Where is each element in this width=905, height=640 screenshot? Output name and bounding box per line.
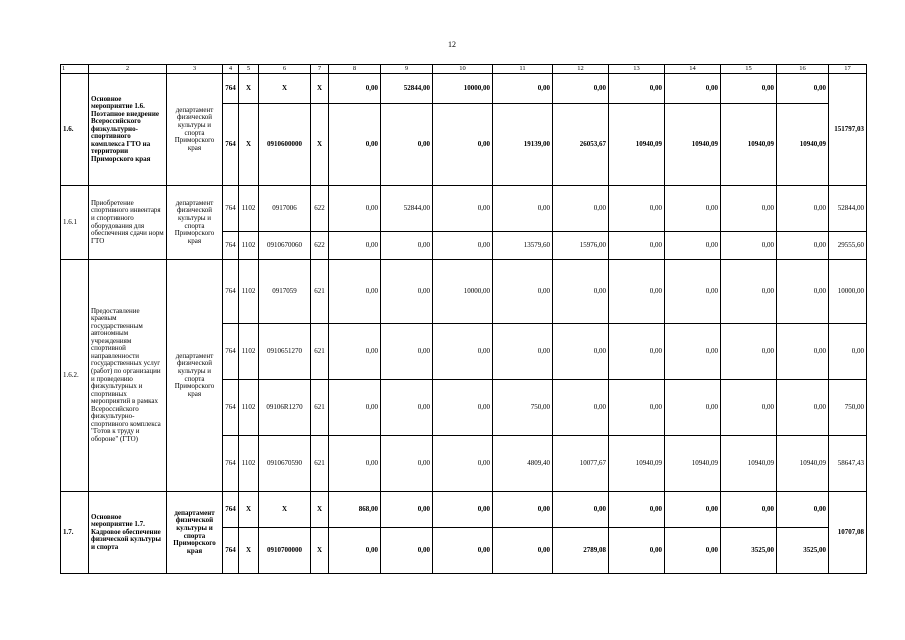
cell-c6: 0910651270 bbox=[259, 324, 311, 380]
cell-value: 0,00 bbox=[329, 186, 381, 232]
cell-c7: 622 bbox=[311, 232, 329, 260]
cell-value: 0,00 bbox=[329, 528, 381, 574]
cell-value: 0,00 bbox=[381, 260, 433, 324]
cell-total: 58647,43 bbox=[829, 436, 867, 492]
cell-c5: X bbox=[239, 104, 259, 186]
column-header: 17 bbox=[829, 65, 867, 74]
cell-c7: 621 bbox=[311, 380, 329, 436]
cell-value: 0,00 bbox=[493, 74, 553, 104]
cell-value: 0,00 bbox=[381, 436, 433, 492]
column-header: 16 bbox=[777, 65, 829, 74]
row-executor: департамент физической культуры и спорта Приморского края bbox=[167, 260, 223, 492]
row-id: 1.6. bbox=[61, 74, 89, 186]
column-header: 1 bbox=[61, 65, 89, 74]
cell-value: 0,00 bbox=[433, 380, 493, 436]
cell-value: 0,00 bbox=[381, 492, 433, 528]
cell-value: 0,00 bbox=[609, 380, 665, 436]
cell-value: 26053,67 bbox=[553, 104, 609, 186]
cell-value: 0,00 bbox=[381, 380, 433, 436]
cell-value: 0,00 bbox=[609, 232, 665, 260]
cell-value: 0,00 bbox=[609, 186, 665, 232]
table-row bbox=[61, 492, 867, 528]
cell-value: 0,00 bbox=[721, 492, 777, 528]
row-executor: департамент физической культуры и спорта Приморского края bbox=[167, 74, 223, 186]
column-number-row bbox=[61, 65, 867, 74]
cell-value: 0,00 bbox=[433, 232, 493, 260]
cell-value: 0,00 bbox=[777, 380, 829, 436]
row-name: Основное мероприятие 1.6. Поэтапное внедрение Всероссийского физкультурно-спортивного комплекса ГТО на территории Приморского края bbox=[89, 74, 167, 186]
cell-value: 0,00 bbox=[777, 74, 829, 104]
cell-value: 0,00 bbox=[665, 380, 721, 436]
cell-value: 0,00 bbox=[329, 74, 381, 104]
cell-value: 0,00 bbox=[329, 324, 381, 380]
column-header: 6 bbox=[259, 65, 311, 74]
cell-value: 0,00 bbox=[777, 492, 829, 528]
cell-c6: 0917006 bbox=[259, 186, 311, 232]
cell-c7: X bbox=[311, 74, 329, 104]
cell-value: 0,00 bbox=[609, 324, 665, 380]
cell-value: 0,00 bbox=[493, 528, 553, 574]
cell-value: 0,00 bbox=[609, 492, 665, 528]
column-header: 5 bbox=[239, 65, 259, 74]
column-header: 3 bbox=[167, 65, 223, 74]
cell-value: 0,00 bbox=[665, 528, 721, 574]
cell-c6: 09106R1270 bbox=[259, 380, 311, 436]
cell-value: 0,00 bbox=[381, 232, 433, 260]
cell-value: 0,00 bbox=[433, 186, 493, 232]
cell-value: 0,00 bbox=[777, 232, 829, 260]
cell-c4: 764 bbox=[223, 104, 239, 186]
cell-c4: 764 bbox=[223, 74, 239, 104]
cell-c5: 1102 bbox=[239, 232, 259, 260]
cell-c4: 764 bbox=[223, 380, 239, 436]
cell-value: 0,00 bbox=[433, 492, 493, 528]
cell-value: 0,00 bbox=[553, 380, 609, 436]
cell-value: 52844,00 bbox=[381, 74, 433, 104]
cell-c5: 1102 bbox=[239, 260, 259, 324]
cell-value: 0,00 bbox=[433, 104, 493, 186]
cell-c5: X bbox=[239, 74, 259, 104]
cell-value: 10940,09 bbox=[777, 104, 829, 186]
cell-total: 29555,60 bbox=[829, 232, 867, 260]
cell-c5: X bbox=[239, 528, 259, 574]
cell-c6: 0917059 bbox=[259, 260, 311, 324]
cell-value: 10940,09 bbox=[721, 436, 777, 492]
cell-c7: 621 bbox=[311, 260, 329, 324]
cell-c6: 0910670590 bbox=[259, 436, 311, 492]
cell-value: 15976,00 bbox=[553, 232, 609, 260]
budget-table bbox=[60, 64, 867, 574]
cell-value: 0,00 bbox=[493, 492, 553, 528]
cell-value: 10940,09 bbox=[609, 104, 665, 186]
page-number: 12 bbox=[448, 40, 456, 49]
cell-value: 0,00 bbox=[777, 186, 829, 232]
cell-value: 0,00 bbox=[329, 104, 381, 186]
column-header: 8 bbox=[329, 65, 381, 74]
cell-value: 0,00 bbox=[329, 380, 381, 436]
cell-value: 0,00 bbox=[777, 324, 829, 380]
cell-value: 2789,08 bbox=[553, 528, 609, 574]
column-header: 4 bbox=[223, 65, 239, 74]
cell-c5: 1102 bbox=[239, 436, 259, 492]
cell-value: 0,00 bbox=[721, 232, 777, 260]
cell-c4: 764 bbox=[223, 324, 239, 380]
cell-total: 0,00 bbox=[829, 324, 867, 380]
cell-value: 0,00 bbox=[381, 528, 433, 574]
cell-c5: 1102 bbox=[239, 324, 259, 380]
cell-c6: 0910700000 bbox=[259, 528, 311, 574]
cell-c5: 1102 bbox=[239, 380, 259, 436]
cell-c6: X bbox=[259, 492, 311, 528]
cell-value: 0,00 bbox=[433, 528, 493, 574]
cell-value: 0,00 bbox=[493, 324, 553, 380]
cell-value: 0,00 bbox=[553, 74, 609, 104]
cell-value: 868,00 bbox=[329, 492, 381, 528]
row-name: Предоставление краевым государственным автономным учреждениям спортивной направленности государственных услуг (работ) по организации и проведению физкультурных и спортивных мероприятий в рамках Всероссийского физкультурно-спортивного комплекса "Готов к труду и обороне" (ГТО) bbox=[89, 260, 167, 492]
column-header: 10 bbox=[433, 65, 493, 74]
cell-value: 19139,00 bbox=[493, 104, 553, 186]
cell-value: 0,00 bbox=[553, 492, 609, 528]
cell-c6: 0910670060 bbox=[259, 232, 311, 260]
cell-total: 750,00 bbox=[829, 380, 867, 436]
cell-value: 10940,09 bbox=[665, 436, 721, 492]
cell-value: 0,00 bbox=[329, 436, 381, 492]
cell-c5: 1102 bbox=[239, 186, 259, 232]
cell-value: 0,00 bbox=[609, 74, 665, 104]
cell-value: 0,00 bbox=[721, 324, 777, 380]
cell-value: 0,00 bbox=[721, 260, 777, 324]
cell-total: 10000,00 bbox=[829, 260, 867, 324]
cell-c7: 621 bbox=[311, 324, 329, 380]
cell-value: 0,00 bbox=[665, 74, 721, 104]
cell-value: 0,00 bbox=[433, 436, 493, 492]
cell-c4: 764 bbox=[223, 186, 239, 232]
cell-value: 0,00 bbox=[665, 232, 721, 260]
column-header: 2 bbox=[89, 65, 167, 74]
cell-value: 4809,40 bbox=[493, 436, 553, 492]
column-header: 7 bbox=[311, 65, 329, 74]
cell-c4: 764 bbox=[223, 232, 239, 260]
cell-value: 0,00 bbox=[721, 380, 777, 436]
cell-total: 52844,00 bbox=[829, 186, 867, 232]
cell-value: 10000,00 bbox=[433, 74, 493, 104]
cell-value: 0,00 bbox=[553, 186, 609, 232]
cell-value: 10077,67 bbox=[553, 436, 609, 492]
cell-c4: 764 bbox=[223, 436, 239, 492]
row-id: 1.6.2. bbox=[61, 260, 89, 492]
cell-value: 0,00 bbox=[329, 232, 381, 260]
cell-value: 10940,09 bbox=[721, 104, 777, 186]
table-row bbox=[61, 74, 867, 104]
cell-value: 10000,00 bbox=[433, 260, 493, 324]
cell-value: 0,00 bbox=[609, 528, 665, 574]
cell-value: 10940,09 bbox=[665, 104, 721, 186]
cell-value: 0,00 bbox=[381, 104, 433, 186]
cell-value: 0,00 bbox=[493, 260, 553, 324]
cell-c7: X bbox=[311, 492, 329, 528]
column-header: 9 bbox=[381, 65, 433, 74]
cell-c4: 764 bbox=[223, 492, 239, 528]
cell-value: 52844,00 bbox=[381, 186, 433, 232]
row-id: 1.7. bbox=[61, 492, 89, 574]
cell-total: 10707,08 bbox=[829, 492, 867, 574]
column-header: 13 bbox=[609, 65, 665, 74]
cell-value: 0,00 bbox=[665, 186, 721, 232]
row-name: Приобретение спортивного инвентаря и спортивного оборудования для обеспечения сдачи норм ГТО bbox=[89, 186, 167, 260]
cell-value: 0,00 bbox=[665, 324, 721, 380]
cell-value: 3525,00 bbox=[777, 528, 829, 574]
cell-value: 0,00 bbox=[381, 324, 433, 380]
cell-c5: X bbox=[239, 492, 259, 528]
cell-total: 151797,03 bbox=[829, 74, 867, 186]
cell-value: 0,00 bbox=[665, 492, 721, 528]
column-header: 12 bbox=[553, 65, 609, 74]
cell-value: 0,00 bbox=[553, 260, 609, 324]
cell-c4: 764 bbox=[223, 260, 239, 324]
column-header: 15 bbox=[721, 65, 777, 74]
column-header: 14 bbox=[665, 65, 721, 74]
cell-c7: 622 bbox=[311, 186, 329, 232]
cell-value: 0,00 bbox=[329, 260, 381, 324]
cell-value: 0,00 bbox=[665, 260, 721, 324]
cell-value: 750,00 bbox=[493, 380, 553, 436]
cell-value: 0,00 bbox=[433, 324, 493, 380]
cell-c7: X bbox=[311, 528, 329, 574]
cell-c7: 621 bbox=[311, 436, 329, 492]
cell-c4: 764 bbox=[223, 528, 239, 574]
cell-value: 0,00 bbox=[609, 260, 665, 324]
cell-value: 13579,60 bbox=[493, 232, 553, 260]
cell-value: 0,00 bbox=[777, 260, 829, 324]
row-id: 1.6.1 bbox=[61, 186, 89, 260]
cell-value: 10940,09 bbox=[609, 436, 665, 492]
table-row bbox=[61, 260, 867, 324]
row-executor: департамент физической культуры и спорта Приморского края bbox=[167, 186, 223, 260]
cell-value: 0,00 bbox=[553, 324, 609, 380]
row-executor: департамент физической культуры и спорта Приморского края bbox=[167, 492, 223, 574]
cell-value: 0,00 bbox=[721, 74, 777, 104]
cell-c6: 0910600000 bbox=[259, 104, 311, 186]
cell-value: 0,00 bbox=[721, 186, 777, 232]
table-row bbox=[61, 186, 867, 232]
row-name: Основное мероприятие 1.7. Кадровое обеспечение физической культуры и спорта bbox=[89, 492, 167, 574]
column-header: 11 bbox=[493, 65, 553, 74]
cell-value: 3525,00 bbox=[721, 528, 777, 574]
cell-c6: X bbox=[259, 74, 311, 104]
cell-value: 0,00 bbox=[493, 186, 553, 232]
cell-value: 10940,09 bbox=[777, 436, 829, 492]
cell-c7: X bbox=[311, 104, 329, 186]
